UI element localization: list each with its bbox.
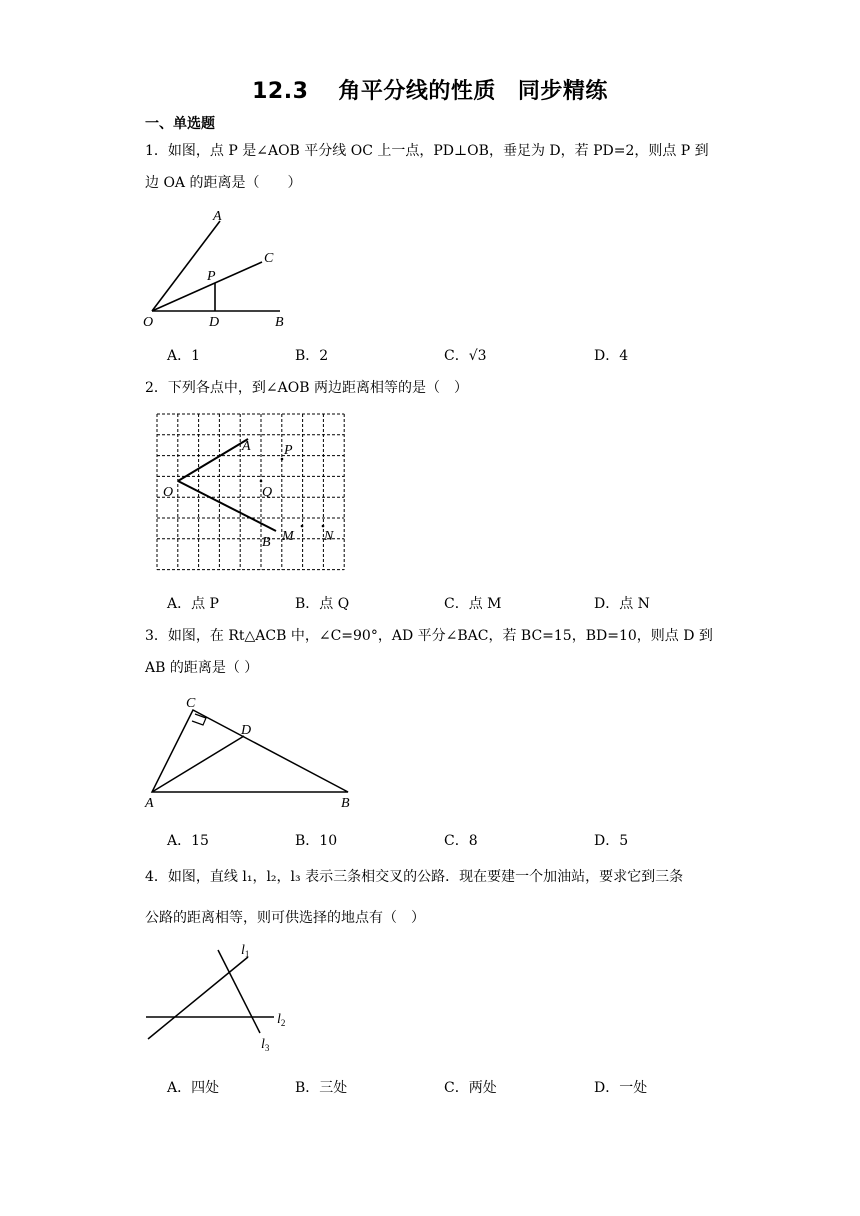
q1-option-b[interactable]: B．2 xyxy=(295,348,329,364)
q4-line-l1 xyxy=(148,957,248,1039)
q2-option-b[interactable]: B．点 Q xyxy=(295,596,350,612)
q2-ray-oa xyxy=(178,439,248,481)
section-heading: 一、单选题 xyxy=(145,116,215,132)
q1-text-line1: 1．如图，点 P 是∠AOB 平分线 OC 上一点，PD⊥OB，垂足为 D，若 PD=2，则点 P 到 xyxy=(145,143,709,159)
q2-point-p xyxy=(281,458,284,461)
svg-text:l3: $l_3$ xyxy=(261,1037,270,1053)
q1-label-c: C xyxy=(264,251,274,266)
title-number: 12.3 xyxy=(252,79,309,104)
q2-grid xyxy=(157,414,344,570)
q2-label-b: B xyxy=(262,535,271,550)
q2-option-c[interactable]: C．点 M xyxy=(444,596,502,612)
q1-label-a: A xyxy=(213,209,222,224)
q4-label-l3 xyxy=(261,1037,270,1053)
q2-text-line1: 2．下列各点中，到∠AOB 两边距离相等的是（ ） xyxy=(145,380,468,396)
q4-text-line2: 公路的距离相等，则可供选择的地点有（ ） xyxy=(145,910,425,926)
q1-text-line2: 边 OA 的距离是（ ） xyxy=(145,175,302,191)
q1-ray-oa xyxy=(152,221,220,311)
q2-point-m xyxy=(301,525,304,528)
q3-text-line2: AB 的距离是（ ） xyxy=(145,660,259,676)
q1-option-d[interactable]: D．4 xyxy=(594,348,629,364)
q2-label-p: P xyxy=(284,443,293,458)
q3-label-d: D xyxy=(241,723,252,738)
q1-option-a[interactable]: A．1 xyxy=(167,348,201,364)
q2-label-n: N xyxy=(324,529,334,544)
q4-option-a[interactable]: A．四处 xyxy=(167,1080,220,1096)
q1-label-b: B xyxy=(275,315,284,330)
q2-point-n xyxy=(322,525,325,528)
q3-label-b: B xyxy=(341,796,350,811)
q4-text-line1: 4．如图，直线 l₁，l₂，l₃ 表示三条相交叉的公路．现在要建一个加油站，要求它到三条 xyxy=(145,869,684,885)
q3-label-c: C xyxy=(186,696,196,711)
q4-option-c[interactable]: C．两处 xyxy=(444,1080,497,1096)
q2-label-o: O xyxy=(163,485,174,500)
q3-option-c[interactable]: C．8 xyxy=(444,833,478,849)
q2-figure xyxy=(150,407,350,577)
q4-label-l2 xyxy=(277,1012,285,1028)
q3-text-line1: 3．如图，在 Rt△ACB 中，∠C=90°，AD 平分∠BAC，若 BC=15，BD=10，则点 D 到 xyxy=(145,628,713,644)
q2-option-a[interactable]: A．点 P xyxy=(167,596,219,612)
q4-option-d[interactable]: D．一处 xyxy=(594,1080,648,1096)
page-title xyxy=(0,74,860,105)
q3-option-a[interactable]: A．15 xyxy=(167,833,209,849)
q2-label-m: M xyxy=(282,529,294,544)
title-name: 角平分线的性质 xyxy=(338,79,496,104)
q3-option-b[interactable]: B．10 xyxy=(295,833,338,849)
q2-label-a: A xyxy=(242,439,251,454)
q3-option-d[interactable]: D．5 xyxy=(594,833,629,849)
q1-label-o: O xyxy=(143,315,154,330)
q4-label-l1 xyxy=(241,943,249,959)
q1-option-c[interactable]: C．√3 xyxy=(444,348,487,364)
q4-figure xyxy=(140,940,300,1060)
title-subtitle: 同步精练 xyxy=(517,79,608,104)
svg-text:l2: $l_2$ xyxy=(277,1012,286,1028)
q1-figure xyxy=(140,205,300,330)
q4-option-b[interactable]: B．三处 xyxy=(295,1080,348,1096)
q2-option-d[interactable]: D．点 N xyxy=(594,596,650,612)
q3-label-a: A xyxy=(145,796,154,811)
q2-point-q xyxy=(260,480,263,483)
q1-label-p: P xyxy=(207,269,216,284)
q3-figure xyxy=(140,692,365,812)
q1-label-d: D xyxy=(209,315,220,330)
q2-label-q: Q xyxy=(262,485,273,500)
svg-text:l1: $l_1$ xyxy=(241,943,250,959)
q4-line-l3 xyxy=(218,950,260,1033)
